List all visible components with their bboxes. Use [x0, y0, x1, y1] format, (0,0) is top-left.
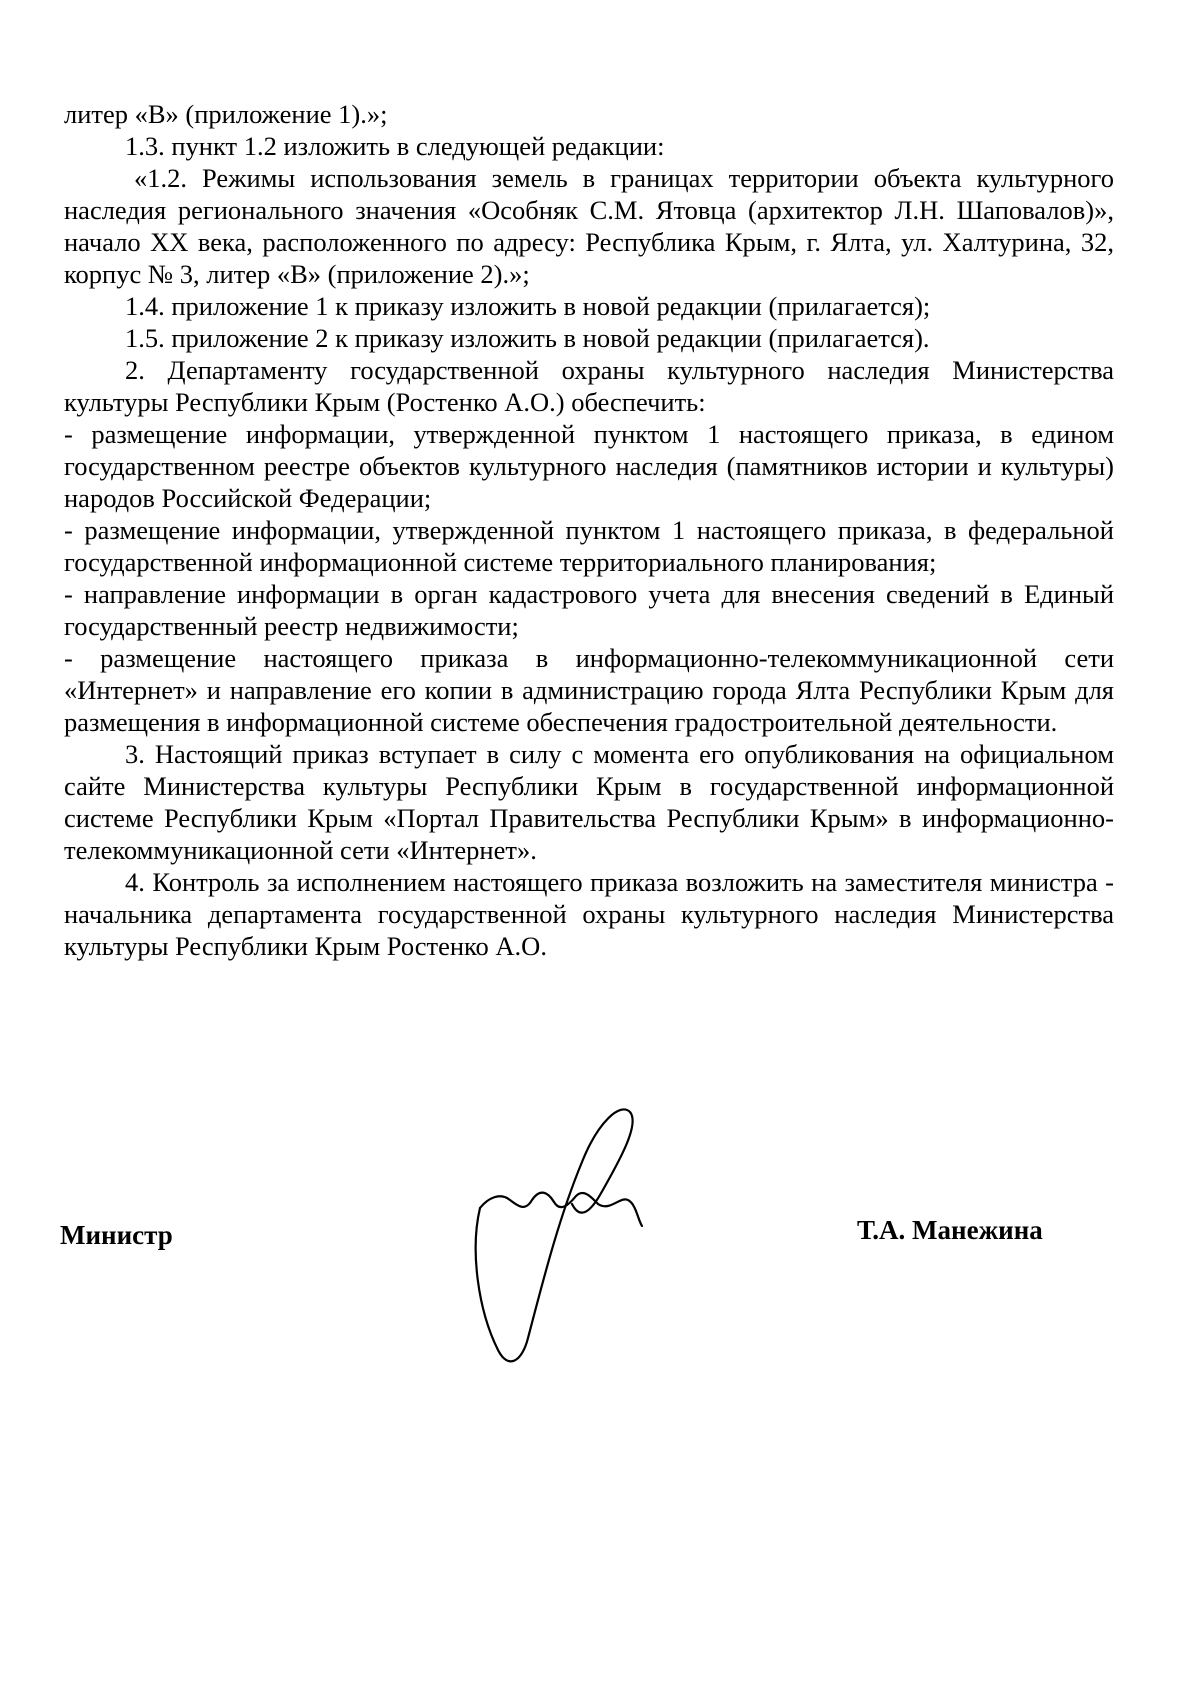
paragraph-1-4: 1.4. приложение 1 к приказу изложить в новой редакции (прилагается);: [125, 291, 931, 321]
paragraph-continuation: литер «В» (приложение 1).»;: [64, 99, 388, 129]
signatory-title: Министр: [60, 1220, 173, 1250]
signatory-name: Т.А. Манежина: [857, 1215, 1043, 1245]
handwritten-signature: [470, 1100, 700, 1390]
paragraph-4: 4. Контроль за исполнением настоящего приказа возложить на заместителя министра - начальника департамента государственной охраны культурного наследия Министерства культуры Республики Крым Ростенко А.О.: [64, 867, 1114, 961]
list-item: - размещение настоящего приказа в информационно-телекоммуникационной сети «Интернет» и направление его копии в администрацию города Ялта Республики Крым для размещения в информационной системе обеспечения градостроительной деятельности.: [64, 643, 1114, 737]
paragraph-3: 3. Настоящий приказ вступает в силу с момента его опубликования на официальном сайте Министерства культуры Республики Крым в государственной информационной системе Республики Крым «Портал Правительства Республики Крым» в информационно-телекоммуникационной сети «Интернет».: [64, 739, 1114, 865]
list-item: - размещение информации, утвержденной пунктом 1 настоящего приказа, в едином государственном реестре объектов культурного наследия (памятников истории и культуры) народов Российской Федерации;: [64, 419, 1114, 513]
paragraph-2: 2. Департаменту государственной охраны культурного наследия Министерства культуры Республики Крым (Ростенко А.О.) обеспечить:: [64, 355, 1114, 417]
paragraph-1-3: 1.3. пункт 1.2 изложить в следующей редакции:: [125, 131, 665, 161]
paragraph-1-5: 1.5. приложение 2 к приказу изложить в новой редакции (прилагается).: [125, 323, 930, 353]
list-item: - размещение информации, утвержденной пунктом 1 настоящего приказа, в федеральной государственной информационной системе территориального планирования;: [64, 515, 1114, 577]
paragraph-1-2-quote: «1.2. Режимы использования земель в границах территории объекта культурного наследия регионального значения «Особняк С.М. Ятовца (архитектор Л.Н. Шаповалов)», начало XX века, расположенного по адресу: Республика Крым, г. Ялта, ул. Халтурина, 32, корпус № 3, литер «В» (приложение 2).»;: [64, 163, 1114, 289]
list-item: - направление информации в орган кадастрового учета для внесения сведений в Единый государственный реестр недвижимости;: [64, 579, 1114, 641]
